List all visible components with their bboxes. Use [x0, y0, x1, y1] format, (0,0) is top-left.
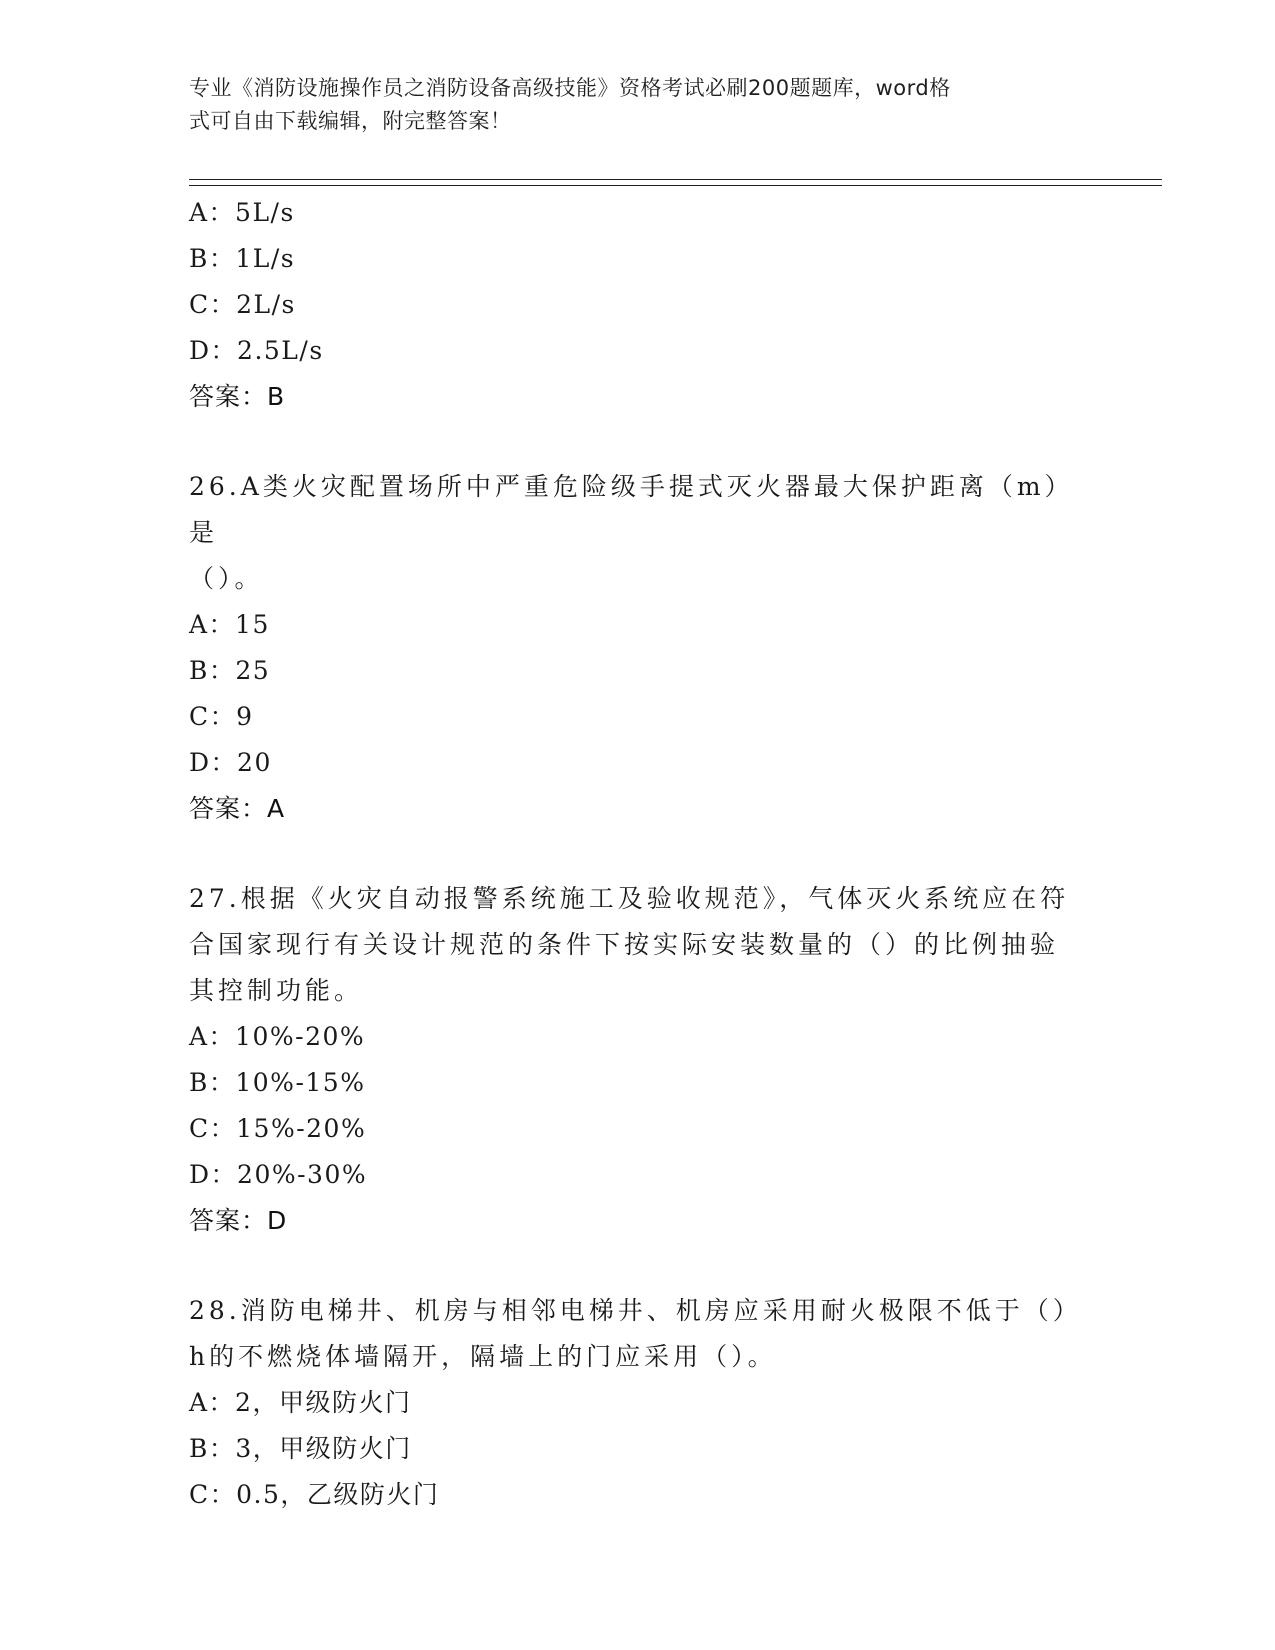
option-b: B：3，甲级防火门 [189, 1434, 412, 1463]
question-stem-line: h的不燃烧体墙隔开，隔墙上的门应采用（）。 [189, 1342, 777, 1371]
header-line-1: 专业《消防设施操作员之消防设备高级技能》资格考试必刷200题题库，word格 [189, 76, 951, 100]
question-stem-line: 27.根据《火灾自动报警系统施工及验收规范》，气体灭火系统应在符 [189, 884, 1070, 913]
header-rule-bottom [189, 185, 1162, 186]
question-26 [189, 464, 1089, 832]
option-d: D：20 [189, 748, 272, 777]
document-header [189, 72, 1069, 138]
question-spacer [189, 832, 1089, 876]
question-stem-line: （）。 [189, 564, 264, 593]
question-28 [189, 1288, 1089, 1518]
option-a: A：15 [189, 610, 270, 639]
question-spacer [189, 1244, 1089, 1288]
option-c: C：2L/s [189, 290, 296, 319]
option-a: A：2，甲级防火门 [189, 1388, 412, 1417]
option-d: D：20%-30% [189, 1160, 368, 1189]
answer-label: 答案：D [189, 1206, 288, 1235]
option-b: B：25 [189, 656, 271, 685]
answer-label: 答案：A [189, 794, 286, 823]
option-d: D：2.5L/s [189, 336, 324, 365]
question-stem-line: 28.消防电梯井、机房与相邻电梯井、机房应采用耐火极限不低于（） [189, 1296, 1082, 1325]
option-c: C：9 [189, 702, 254, 731]
answer-label: 答案：B [189, 382, 286, 411]
question-list [189, 190, 1089, 1518]
question-27 [189, 876, 1089, 1244]
question-stem-line: 其控制功能。 [189, 976, 364, 1005]
option-b: B：10%-15% [189, 1068, 366, 1097]
header-rule-top [189, 179, 1162, 180]
header-line-2: 式可自由下载编辑，附完整答案！ [189, 109, 512, 133]
option-b: B：1L/s [189, 244, 296, 273]
question-25 [189, 190, 1089, 420]
option-c: C：0.5，乙级防火门 [189, 1480, 440, 1509]
question-stem-line: 合国家现行有关设计规范的条件下按实际安装数量的（）的比例抽验 [189, 930, 1060, 959]
question-stem-line: 26.A类火灾配置场所中严重危险级手提式灭火器最大保护距离（m）是 [189, 472, 1074, 547]
option-a: A：5L/s [189, 198, 295, 227]
option-a: A：10%-20% [189, 1022, 366, 1051]
option-c: C：15%-20% [189, 1114, 367, 1143]
question-spacer [189, 420, 1089, 464]
